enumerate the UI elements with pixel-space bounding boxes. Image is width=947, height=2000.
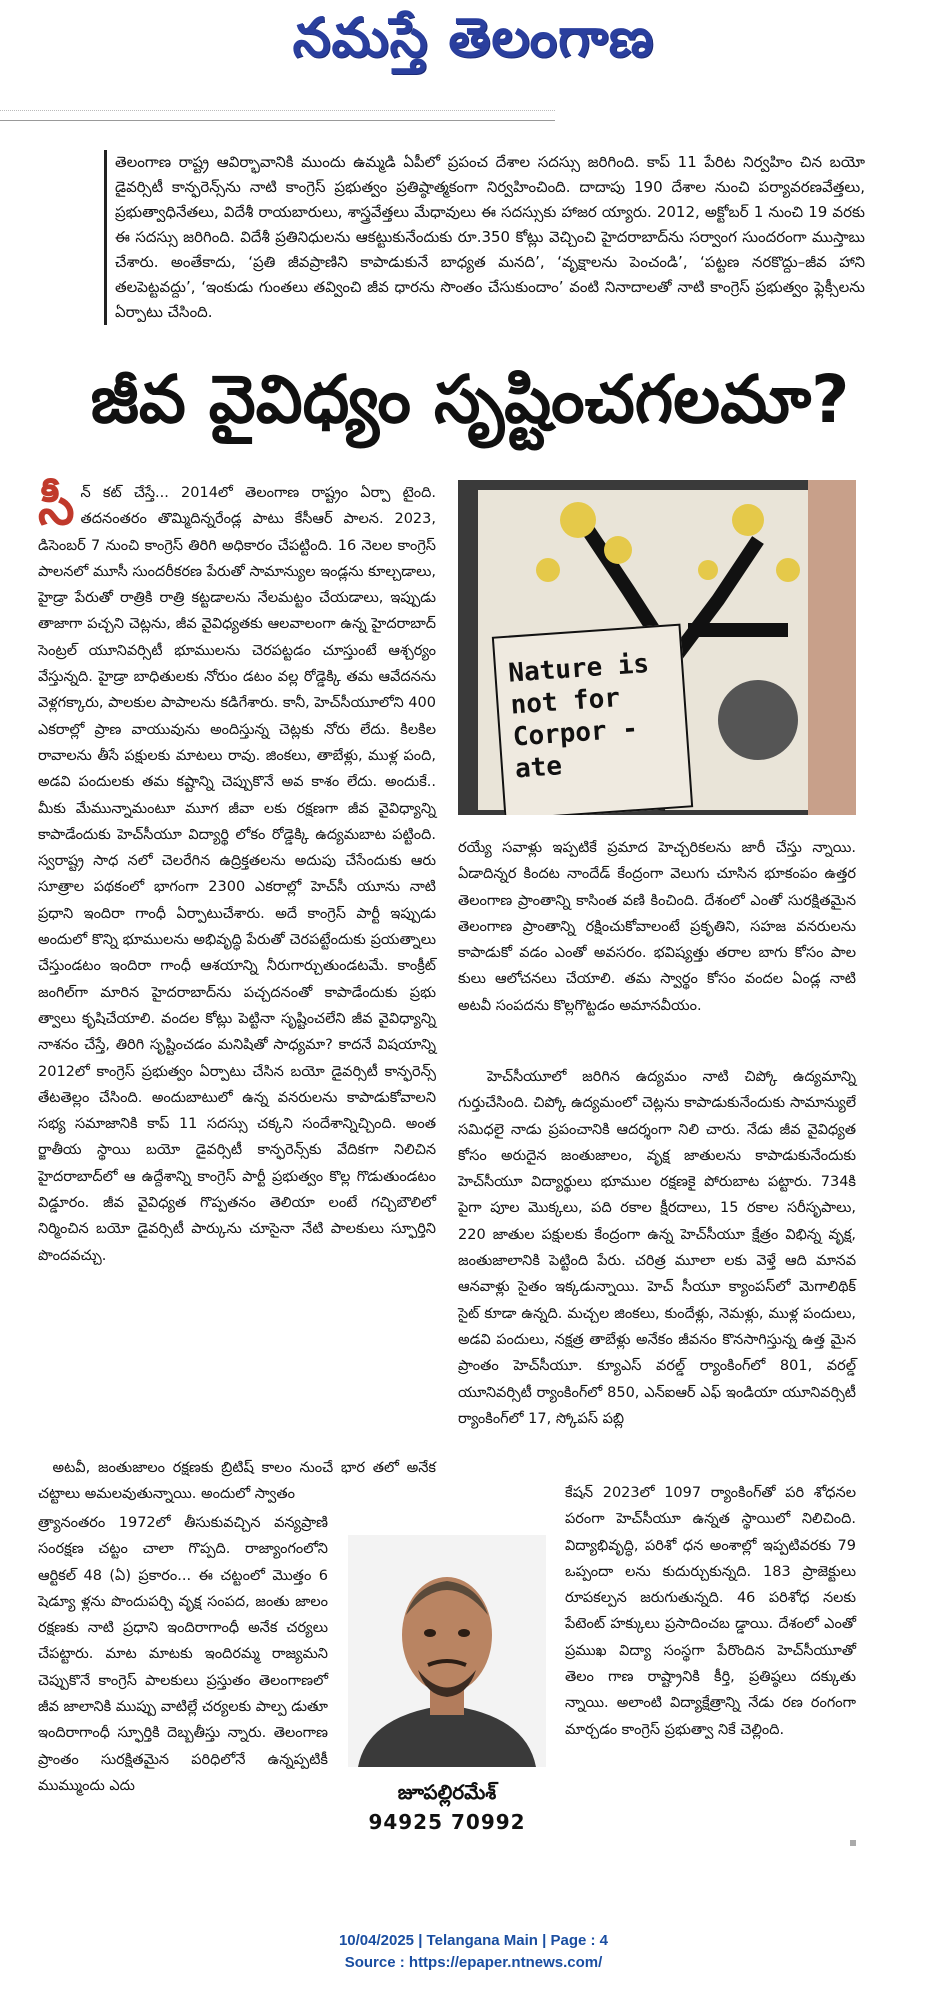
article-left-text: న్ కట్ చేస్తే... 2014లో తెలంగాణ రాష్ట్రం ఏర్పా టైంది. తదనంతరం తొమ్మిదిన్నరేండ్ల పాటు కేసీఆర్ పాలన. 2023, డిసెంబర్ 7 నుంచి కాంగ్రెస్ తిరిగి అధికారం చేపట్టింది. 16 నెలల కాంగ్రెస్ పాలనలో మూసీ సుందరీకరణ పేరుతో సామాన్యుల ఇండ్లను కూల్చడాలు, హైడ్రా పేరుతో రాత్రికి రాత్రి కట్టడాలను నేలమట్టం చేయడాలు, ఇప్పుడు తాజాగా పచ్చని చెట్లను, జీవ వైవిధ్యతకు ఆలవాలంగా ఉన్న హైదరాబాద్ సెంట్రల్ యూనివర్సిటీ భూములను చెరపట్టడం చూస్తుంటే ఆశ్చర్యం వేస్తున్నది. హైడ్రా బాధితులకు నోరుం డటం వల్ల రోడ్డెక్కి తమ ఆవేదనను వెళ్లగక్కారు, పాలకుల పాపాలను కడిగేశారు. కానీ, హెచ్‌సీయూలోని 400 ఎకరాల్లో ప్రాణ వాయువును అందిస్తున్న చెట్లకు నోరు లేదు. కిలకిల రావాలను తీసే పక్షులకు మాటలు రావు. జింకలు, తాబేళ్లు, ముళ్ల పంది, అడవి పందులకు తమ కష్టాన్ని చెప్పుకొనే అవ కాశం లేదు. అందుకే.. మీకు మేమున్నామంటూ మూగ జీవా లకు రక్షణగా జీవ వైవిధ్యాన్ని కాపాడేందుకు హెచ్‌సీయూ విద్యార్థి లోకం రోడ్డెక్కి ఉద్యమబాట పట్టింది. స్వరాష్ట్ర సాధ నలో చెలరేగిన ఉద్రిక్తతలను అదుపు చేసేందుకు ఆరు సూత్రాల పథకంలో భాగంగా 2300 ఎకరాల్లో హెచ్‌సీ యూను నాటి ప్రధాని ఇందిరా గాంధీ ఏర్పాటుచేశారు. అదే కాంగ్రెస్ పార్టీ ఇప్పుడు అందులో కొన్ని భూములను అభివృద్ధి పేరుతో చెరపట్టేందుకు ప్రయత్నాలు చేస్తుండటం ఇందిరా గాంధీ ఆశయాన్ని నీరుగార్చుతుండటమే. కాంక్రీట్ జంగిల్‌గా మారిన హైదరాబాద్‌ను పచ్చదనంతో కాపాడేందుకు ప్రభు త్వాలు కృషిచేయాలి. వందల కోట్లు పెట్టినా సృష్టించలేని జీవ వైవిధ్యాన్ని నాశనం చేస్తే, తిరిగి సృష్టించడం మనిషితో సాధ్యమా? కాదనే విషయాన్ని 2012లో కాంగ్రెస్ ప్రభుత్వం ఏర్పాటు చేసిన బయో డైవర్సిటీ కాన్ఫరెన్స్ తేటతెల్లం చేసింది. అందుబాటులో ఉన్న వనరులను కాపాడుకోవాలని సభ్య సమాజానికి కాప్ 11 సదస్సు చక్కని సందేశాన్నిచ్చింది. అంత ర్జాతీయ స్థాయి బయో డైవర్సిటీ కాన్ఫరెన్స్‌కు వేదికగా నిలిచిన హైదరాబాద్‌లో ఆ ఉద్దేశాన్ని కాంగ్రెస్ పార్టీ ప్రభుత్వం కొల్ల గొడుతుండటం విడ్డూరం. జీవ వైవిధ్యత గొప్పతనం తెలియా లంటే గచ్చిబౌలిలో నిర్మించిన బయో డైవర్సిటీ పార్కును చూసైనా నేటి పాలకులు స్ఫూర్తిని పొందవచ్చు.: [38, 485, 436, 1264]
article-left-bottom-text: అటవీ, జంతుజాలం రక్షణకు బ్రిటిష్ కాలం నుంచే భార తలో అనేక చట్టాలు అమలవుతున్నాయి. అందులో స్వాతం: [38, 1460, 436, 1503]
masthead-subline: [0, 100, 555, 111]
article-right-narrow-text: కేషన్ 2023లో 1097 ర్యాంకింగ్‌తో పరి శోధనల పరంగా హెచ్‌సీయూ ఉన్నత స్థాయిలో నిలిచింది. విద్యాభివృద్ధి, పరిశో ధన అంశాల్లో ఇప్పటివరకు 79 ఒప్పందా లను కుదుర్చుకున్నది. 183 ప్రాజెక్టులు రూపకల్పన జరుగుతున్నది. 46 పరిశోధ నలకు పేటెంట్ హక్కులు ప్రసాదించబ డ్డాయి. దేశంలో ఎంతో ప్రముఖ విద్యా సంస్థగా పేరొందిన హెచ్‌సీయూతో తెలం గాణ రాష్ట్రానికి కీర్తి, ప్రతిష్ఠలు దక్కుతు న్నాయి. అలాంటి విద్యాక్షేత్రాన్ని నేడు రణ రంగంగా మార్చడం కాంగ్రెస్ ప్రభుత్వా నికే చెల్లింది.: [565, 1485, 856, 1738]
author-portrait-icon: [348, 1535, 546, 1767]
article-column-left: [38, 477, 436, 1269]
article-column-right: [458, 835, 856, 1019]
footer-source-link[interactable]: Source : https://epaper.ntnews.com/: [344, 1954, 603, 1971]
article-column-right-lower: [458, 1064, 856, 1432]
article-right-text: రయ్యే సవాళ్లు ఇప్పటికే ప్రమాద హెచ్చరికలను జారీ చేస్తు న్నాయి. ఏడాదిన్నర కిందట నాందేడ్ కేంద్రంగా వెలుగు చూసిన భూకంపం ఉత్తర తెలంగాణ ప్రాంతాన్ని కాసింత వణి కించింది. దేశంలో ఎంతో సురక్షితమైన తెలంగాణ ప్రాంతాన్ని రక్షించుకోవాలంటే ప్రకృతిని, సహజ వనరులను కాపాడుకో వడం ఎంతో అవసరం. భవిష్యత్తు తరాల బాగు కోసం పాల కులు ఆలోచనలు చేయాలి. తమ స్వార్థం కోసం వందల ఏండ్ల నాటి అటవీ సంపదను కొల్లగొట్టడం అమానవీయం.: [458, 840, 856, 1014]
footer-edition-info: 10/04/2025 | Telangana Main | Page : 4: [338, 1932, 609, 1949]
intro-box: తెలంగాణ రాష్ట్ర ఆవిర్భావానికి ముందు ఉమ్మడి ఏపీలో ప్రపంచ దేశాల సదస్సు జరిగింది. కాప్ 11 పేరిట నిర్వహిం చిన బయో డైవర్సిటీ కాన్ఫరెన్స్‌ను నాటి కాంగ్రెస్ ప్రభుత్వం ప్రతిష్ఠాత్మకంగా నిర్వహించింది. దాదాపు 190 దేశాల నుంచి పర్యావరణవేత్తలు, ప్రభుత్వాధినేతలు, విదేశీ రాయబారులు, శాస్త్రవేత్తలు మేధావులు ఈ సదస్సుకు హాజర య్యారు. 2012, అక్టోబర్ 1 నుంచి 19 వరకు ఈ సదస్సు జరిగింది. విదేశీ ప్రతినిధులను ఆకట్టుకునేందుకు రూ.350 కోట్లు వెచ్చించి హైదరాబాద్‌ను సర్వాంగ సుందరంగా ముస్తాబు చేశారు. అంతేకాదు, ‘ప్రతి జీవప్రాణిని కాపాడుకునే బాధ్యత మనది’, ‘వృక్షాలను పెంచండి’, ‘పట్టణ నరకొద్దు–జీవ హాని తలపెట్టవద్దు’, ‘ఇంకుడు గుంతలు తవ్వించి జీవ ధారను సొంతం చేసుకుందాం’ వంటి నినాదాలతో నాటి కాంగ్రెస్ ప్రభుత్వం ఫ్లెక్సీలను ఏర్పాటు చేసింది.: [104, 150, 865, 325]
placard: [492, 624, 693, 815]
article-left-narrow-text: త్ర్యానంతరం 1972లో తీసుకువచ్చిన వన్యప్రాణి సంరక్షణ చట్టం చాలా గొప్పది. రాజ్యాంగంలోని ఆర్టికల్ 48 (ఏ) ప్రకారం... ఈ చట్టంలో మొత్తం 6 షెడ్యూ ళ్లను పొందుపర్చి వృక్ష సంపద, జంతు జాలం రక్షణకు నాటి ప్రధాని ఇందిరాగాంధీ అనేక చర్యలు చేపట్టారు. మాట మాటకు ఇందిరమ్మ రాజ్యమని చెప్పుకొనే కాంగ్రెస్ పాలకులు ప్రస్తుతం తెలంగాణలో జీవ జాలానికి ముప్పు వాటిల్లే చర్యలకు పాల్ప డుతూ ఇందిరాగాంధీ స్ఫూర్తికి దెబ్బతీస్తు న్నారు. తెలంగాణ ప్రాంతం సురక్షితమైన పరిధిలోనే ఉన్నప్పటికీ ముమ్ముందు ఎదు: [38, 1515, 328, 1794]
article-column-left-bottom: [38, 1455, 436, 1508]
article-right-lower-text: హెచ్‌సీయూలో జరిగిన ఉద్యమం నాటి చిప్కో ఉద్యమాన్ని గుర్తుచేసింది. చిప్కో ఉద్యమంలో చెట్లను కాపాడుకునేందుకు సామాన్యులే సమిధలై నాడు ప్రపంచానికి ఆదర్శంగా నిలి చారు. నేడు జీవ వైవిధ్యత కోసం అరుదైన జంతుజాలం, వృక్ష జాతులను కాపాడుకునేందుకు హెచ్‌సీయూ విద్యార్థులు భూముల రక్షణకై పోరుబాట పట్టారు. 734కి పైగా పూల మొక్కలు, పది రకాల క్షీరదాలు, 15 రకాల సరీసృపాలు, 220 జాతుల పక్షులకు కేంద్రంగా ఉన్న హెచ్‌సీయూ క్షేత్రం విభిన్న వృక్ష, జంతుజాలానికి పెట్టింది పేరు. చరిత్ర మూలా లకు వెళ్తే ఆది మానవ ఆనవాళ్లు సైతం ఇక్కడున్నాయి. హెచ్ సీయూ క్యాంపస్‌లో మెగాలిథిక్ సైట్ కూడా ఉన్నది. మచ్చల జింకలు, కుందేళ్లు, నెమళ్లు, ముళ్ల పందులు, అడవి పందులు, నక్షత్ర తాబేళ్లు అనేకం జీవనం కొనసాగిస్తున్న ఉత్త మైన ప్రాంతం హెచ్‌సీయూ. క్యూఎస్ వరల్డ్ ర్యాంకింగ్‌లో 801, వరల్డ్ యూనివర్సిటీ ర్యాంకింగ్‌లో 850, ఎన్‌ఐఆర్ ఎఫ్ ఇండియా యూనివర్సిటీ ర్యాంకింగ్‌లో 17, స్కోపస్ పబ్లి: [458, 1069, 856, 1427]
protest-photo: [458, 480, 856, 815]
masthead-divider: [0, 120, 555, 121]
article-column-right-narrow: [565, 1480, 856, 1743]
placard-text: Nature is not for Corpor -ate: [507, 648, 651, 785]
article-column-left-narrow: [38, 1510, 328, 1799]
dropcap: సీ: [38, 477, 75, 537]
masthead: [0, 0, 947, 80]
page-footer: [0, 1930, 947, 1974]
author-photo: [348, 1535, 546, 1767]
author-name: జూపల్లిరమేశ్: [397, 1780, 497, 1804]
end-mark: [850, 1840, 856, 1846]
author-phone: 94925 70992: [368, 1810, 526, 1834]
masthead-title: నమస్తే తెలంగాణ: [292, 6, 655, 69]
headline: జీవ వైవిధ్యం సృష్టించగలమా?: [90, 361, 850, 438]
